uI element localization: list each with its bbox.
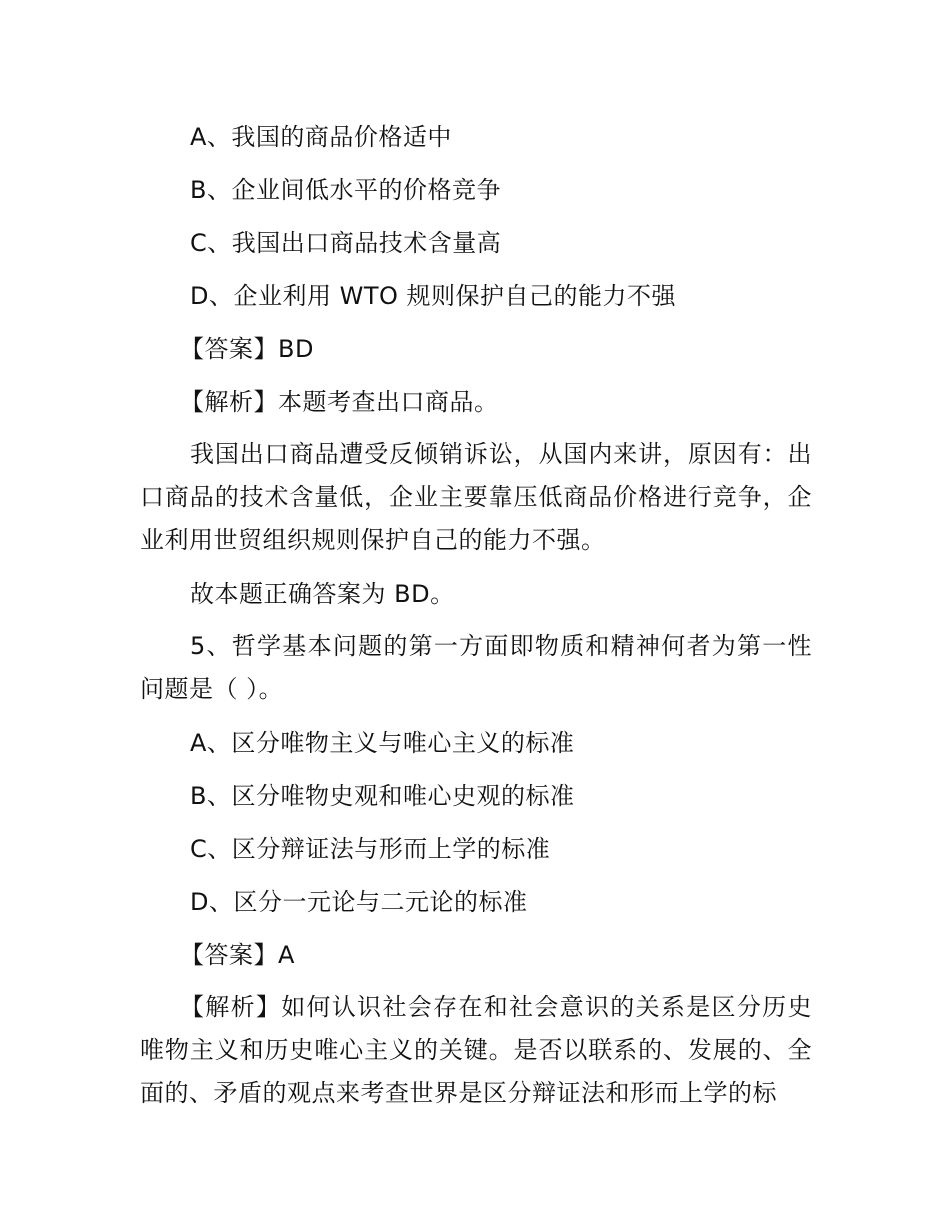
- q4-option-a: A、我国的商品价格适中: [190, 123, 452, 151]
- q5-option-d: D、区分一元论与二元论的标准: [190, 888, 528, 916]
- q5-option-b: B、区分唯物史观和唯心史观的标准: [190, 782, 575, 810]
- q5-option-a: A、区分唯物主义与唯心主义的标准: [190, 729, 575, 757]
- q4-conclusion: 故本题正确答案为 BD。: [190, 580, 455, 608]
- q4-option-d: D、企业利用 WTO 规则保护自己的能力不强: [190, 282, 677, 310]
- q5-analysis: 【解析】如何认识社会存在和社会意识的关系是区分历史唯物主义和历史唯心主义的关键。是否以联系的、发展的、全面的、矛盾的观点来考查世界是区分辩证法和形而上学的标: [140, 993, 812, 1107]
- q4-option-b: B、企业间低水平的价格竞争: [190, 176, 501, 204]
- q4-option-c: C、我国出口商品技术含量高: [190, 229, 502, 257]
- q5-option-c: C、区分辩证法与形而上学的标准: [190, 835, 551, 863]
- q5-stem: 5、哲学基本问题的第一方面即物质和精神何者为第一性问题是（ ）。: [140, 632, 812, 703]
- q4-analysis-title: 【解析】本题考查出口商品。: [180, 388, 499, 416]
- q5-answer: 【答案】A: [180, 941, 295, 969]
- q4-answer: 【答案】BD: [180, 335, 314, 363]
- q4-analysis-body: 我国出口商品遭受反倾销诉讼，从国内来讲，原因有：出口商品的技术含量低，企业主要靠压低商品价格进行竞争，企业利用世贸组织规则保护自己的能力不强。: [140, 440, 812, 554]
